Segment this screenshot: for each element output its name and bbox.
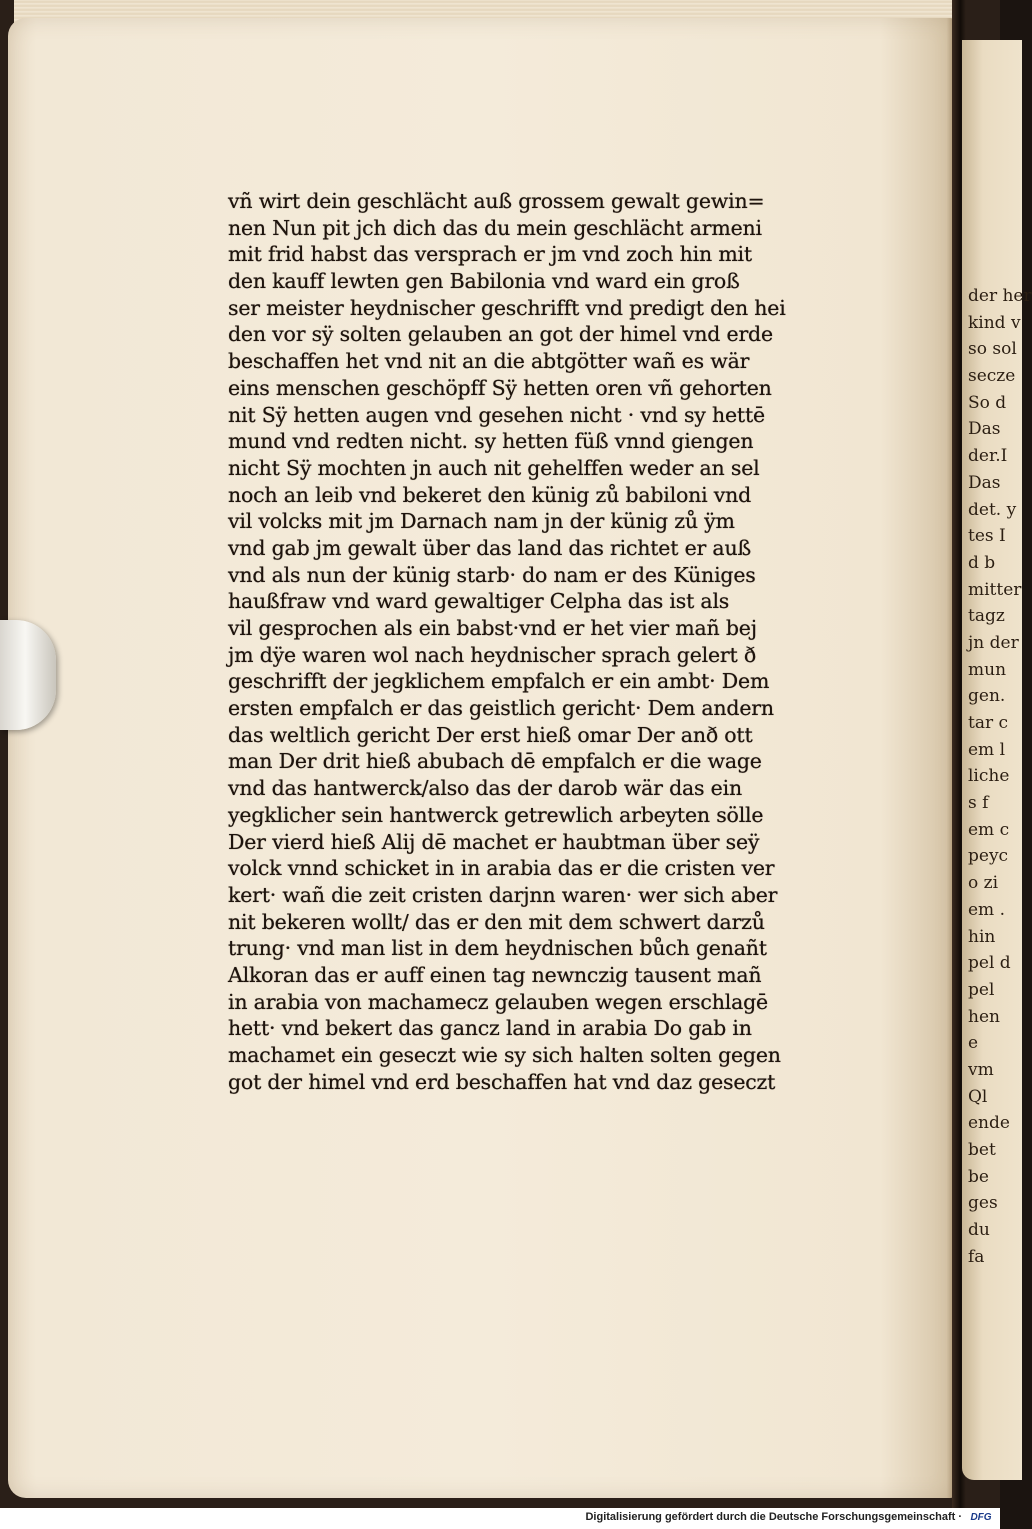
- footer-bar: [0, 1508, 1000, 1529]
- dfg-logo: DFG: [970, 1512, 992, 1523]
- facing-text-fragment: pel: [968, 979, 995, 1000]
- facing-text-fragment: So d: [968, 392, 1007, 413]
- facing-text-fragment: ende: [968, 1113, 1010, 1134]
- facing-text-fragment: vm: [968, 1059, 994, 1080]
- text-line: Der vierd hieß Alij dē machet er haubtman über seÿ: [228, 829, 760, 854]
- funding-credit: Digitalisierung gefördert durch die Deutsche Forschungsgemeinschaft ·: [585, 1511, 962, 1523]
- text-line: kert· wañ die zeit cristen darjnn waren· wer sich aber: [228, 882, 778, 907]
- text-line: geschrifft der jegklichem empfalch er ein ambt· Dem: [228, 669, 770, 694]
- facing-text-fragment: secze: [968, 366, 1016, 387]
- facing-text-fragment: tes I: [968, 526, 1006, 547]
- text-line: jm dÿe waren wol nach heydnischer sprach gelert ð: [228, 642, 757, 667]
- text-line: machamet ein geseczt wie sy sich halten solten gegen: [228, 1043, 781, 1067]
- facing-text-fragment: det. y: [968, 499, 1017, 520]
- facing-text-fragment: be: [968, 1166, 989, 1187]
- facing-text-fragment: jn der: [968, 632, 1019, 653]
- facing-page: [962, 40, 1032, 1480]
- facing-text-fragment: fa: [968, 1246, 985, 1267]
- text-line: vnd das hantwerck/also das der darob wär das ein: [228, 776, 742, 801]
- facing-text-fragment: peyc: [968, 846, 1009, 867]
- facing-text-fragment: der.I: [968, 446, 1008, 467]
- text-line: den vor sÿ solten gelauben an got der himel vnd erde: [228, 322, 773, 347]
- facing-text-fragment: tagz: [968, 606, 1005, 627]
- facing-text-fragment: e: [968, 1033, 979, 1054]
- text-line: beschaffen het vnd nit an die abtgötter wañ es wär: [228, 349, 750, 374]
- text-line: vil volcks mit jm Darnach nam jn der künig zů ÿm: [228, 509, 735, 534]
- text-line: mund vnd redten nicht. sy hetten füß vnnd giengen: [228, 429, 754, 454]
- facing-text-fragment: kind v: [968, 312, 1021, 333]
- facing-text-fragment: pel d: [968, 953, 1011, 974]
- facing-text-fragment: d b: [968, 552, 996, 573]
- facing-text-fragment: gen.: [968, 686, 1006, 707]
- text-line: nit Sÿ hetten augen vnd gesehen nicht · vnd sy hettē: [228, 402, 765, 427]
- text-line: hett· vnd bekert das gancz land in arabia Do gab in: [228, 1016, 752, 1041]
- text-line: vnd gab jm gewalt über das land das richtet er auß: [228, 535, 751, 560]
- facing-text-fragment: liche: [968, 766, 1010, 787]
- text-line: den kauff lewten gen Babilonia vnd ward ein groß: [228, 269, 740, 294]
- facing-text-fragment: em c: [968, 819, 1010, 840]
- text-line: got der himel vnd erd beschaffen hat vnd daz geseczt: [228, 1069, 776, 1094]
- facing-text-fragment: hin: [968, 926, 996, 947]
- facing-text-fragment: s f: [968, 793, 989, 814]
- facing-text-fragment: hen: [968, 1006, 1000, 1027]
- facing-text-fragment: mitter: [968, 579, 1022, 600]
- text-line: trung· vnd man list in dem heydnischen bůch genañt: [228, 936, 767, 961]
- text-line: vnd als nun der künig starb· do nam er des Küniges: [228, 562, 756, 587]
- text-line: vñ wirt dein geschlächt auß grossem gewalt gewin=: [228, 189, 765, 213]
- text-line: nit bekeren wollt/ das er den mit dem schwert darzů: [228, 909, 765, 934]
- text-line: noch an leib vnd bekeret den künig zů babiloni vnd: [228, 482, 752, 507]
- text-line: nicht Sÿ mochten jn auch nit gehelffen weder an sel: [228, 455, 760, 480]
- facing-text-fragment: mun: [968, 659, 1007, 680]
- text-line: eins menschen geschöpff Sÿ hetten oren vñ gehorten: [228, 375, 772, 400]
- page-clip: [0, 620, 56, 730]
- facing-text-fragment: tar c: [968, 713, 1009, 733]
- text-line: yegklicher sein hantwerck getrewlich arbeyten sölle: [228, 802, 764, 827]
- facing-text-fragment: du: [968, 1220, 990, 1241]
- text-line: nen Nun pit jch dich das du mein geschlächt armeni: [228, 215, 762, 240]
- facing-text-fragment: Ql: [968, 1086, 988, 1107]
- text-line: ser meister heydnischer geschrifft vnd predigt den hei: [228, 295, 786, 320]
- facing-text-fragment: ges: [968, 1193, 998, 1214]
- facing-text-fragment: em l: [968, 739, 1006, 760]
- text-line: mit frid habst das versprach er jm vnd zoch hin mit: [228, 242, 752, 267]
- text-line: vil gesprochen als ein babst·vnd er het vier mañ bej: [228, 616, 757, 640]
- text-line: haußfraw vnd ward gewaltiger Celpha das ist als: [228, 589, 730, 614]
- facing-page-text: [964, 283, 1032, 1270]
- text-line: ersten empfalch er das geistlich gericht· Dem andern: [228, 696, 774, 721]
- facing-text-fragment: o zi: [968, 873, 999, 894]
- text-line: das weltlich gericht Der erst hieß omar Der anð ott: [228, 722, 753, 747]
- facing-text-fragment: Das: [968, 419, 1001, 440]
- main-text-block: [228, 188, 878, 1095]
- facing-text-fragment: Das: [968, 472, 1001, 493]
- text-line: man Der drit hieß abubach dē empfalch er die wage: [228, 749, 762, 774]
- text-line: Alkoran das er auff einen tag newnczig tausent mañ: [228, 962, 762, 987]
- text-line: volck vnnd schicket in in arabia das er die cristen ver: [228, 856, 775, 881]
- facing-text-fragment: bet: [968, 1140, 996, 1160]
- facing-text-fragment: em .: [968, 899, 1005, 920]
- facing-text-fragment: der her: [968, 286, 1032, 306]
- facing-text-fragment: so sol: [968, 339, 1017, 360]
- text-line: in arabia von machamecz gelauben wegen erschlagē: [228, 989, 768, 1014]
